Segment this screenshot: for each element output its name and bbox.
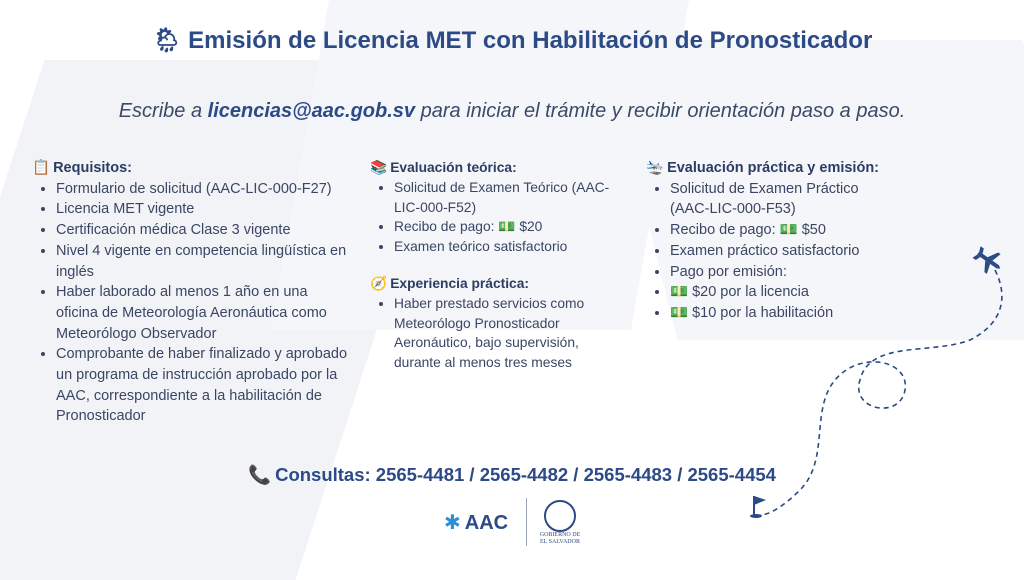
- list-item: • 💵 $10 por la habilitación: [670, 303, 886, 324]
- list-item: • Haber prestado servicios como Meteorólogo Pronosticador Aeronáutico, bajo supervisión, durante al menos tres meses: [394, 294, 610, 373]
- teorica-heading: [370, 158, 610, 178]
- list-item: • Nivel 4 vigente en competencia lingüística en inglés: [56, 241, 352, 282]
- aac-logo-text: AAC: [464, 512, 509, 534]
- experiencia-heading-text: Experiencia práctica:: [390, 275, 529, 291]
- flag-icon: [750, 496, 766, 518]
- practica-heading-text: Evaluación práctica y emisión:: [667, 160, 880, 176]
- practica-heading: [646, 158, 886, 179]
- list-item: • Recibo de pago: 💵 $20: [394, 217, 610, 237]
- page-title: [0, 26, 1024, 55]
- list-item: • Formulario de solicitud (AAC-LIC-000-F27): [56, 179, 352, 200]
- gobierno-seal-icon: [544, 500, 576, 532]
- aac-logo: [444, 510, 508, 535]
- logo-divider: [526, 498, 527, 546]
- requisitos-heading-text: Requisitos:: [53, 160, 133, 176]
- list-item: • Examen teórico satisfactorio: [394, 237, 610, 257]
- list-item: • Examen práctico satisfactorio: [670, 241, 886, 262]
- experiencia-heading: [370, 274, 610, 294]
- evaluacion-teorica-section: [370, 158, 610, 373]
- weather-icon: 🌦: [151, 27, 183, 54]
- contact-line: [0, 464, 1024, 486]
- list-item: • 💵 $20 por la licencia: [670, 282, 886, 303]
- subtitle-prefix: Escribe a: [118, 100, 208, 122]
- gobierno-logo-text: GOBIERNO DE EL SALVADOR: [539, 532, 581, 545]
- list-item: • Solicitud de Examen Práctico (AAC-LIC-000-F53): [670, 179, 886, 220]
- subtitle-suffix: para iniciar el trámite y recibir orientación paso a paso.: [415, 100, 906, 122]
- compass-icon: 🧭: [370, 275, 388, 291]
- email-link[interactable]: licencias@aac.gob.sv: [207, 100, 416, 122]
- list-item: • Haber laborado al menos 1 año en una oficina de Meteorología Aeronáutica como Meteorólogo Observador: [56, 282, 352, 344]
- requisitos-section: [32, 158, 352, 427]
- list-item: • Certificación médica Clase 3 vigente: [56, 220, 352, 241]
- logos: [440, 496, 590, 550]
- books-icon: 📚: [370, 160, 388, 175]
- list-item: • Licencia MET vigente: [56, 199, 352, 220]
- contact-text: Consultas: 2565-4481 / 2565-4482 / 2565-4483 / 2565-4454: [275, 464, 776, 485]
- airplane-icon: [970, 242, 1008, 278]
- requisitos-list: [32, 179, 352, 427]
- list-item: • Pago por emisión:: [670, 262, 886, 283]
- experiencia-list: [370, 294, 610, 373]
- teorica-list: [370, 178, 610, 257]
- list-item: • Recibo de pago: 💵 $50: [670, 220, 886, 241]
- requisitos-heading: [32, 158, 352, 179]
- clipboard-icon: 📋: [32, 160, 51, 176]
- list-item: • Solicitud de Examen Teórico (AAC-LIC-000-F52): [394, 178, 610, 218]
- page-title-text: Emisión de Licencia MET con Habilitación de Pronosticador: [188, 27, 873, 54]
- subtitle: [0, 100, 1024, 123]
- teorica-heading-text: Evaluación teórica:: [390, 160, 517, 175]
- list-item: • Comprobante de haber finalizado y aprobado un programa de instrucción aprobado por la AAC, correspondiente a la habilitación de Pronosticador: [56, 344, 352, 427]
- phone-icon: 📞: [248, 464, 272, 485]
- airplane-landing-icon: 🛬: [646, 160, 665, 176]
- aac-star-icon: ✱: [444, 512, 461, 534]
